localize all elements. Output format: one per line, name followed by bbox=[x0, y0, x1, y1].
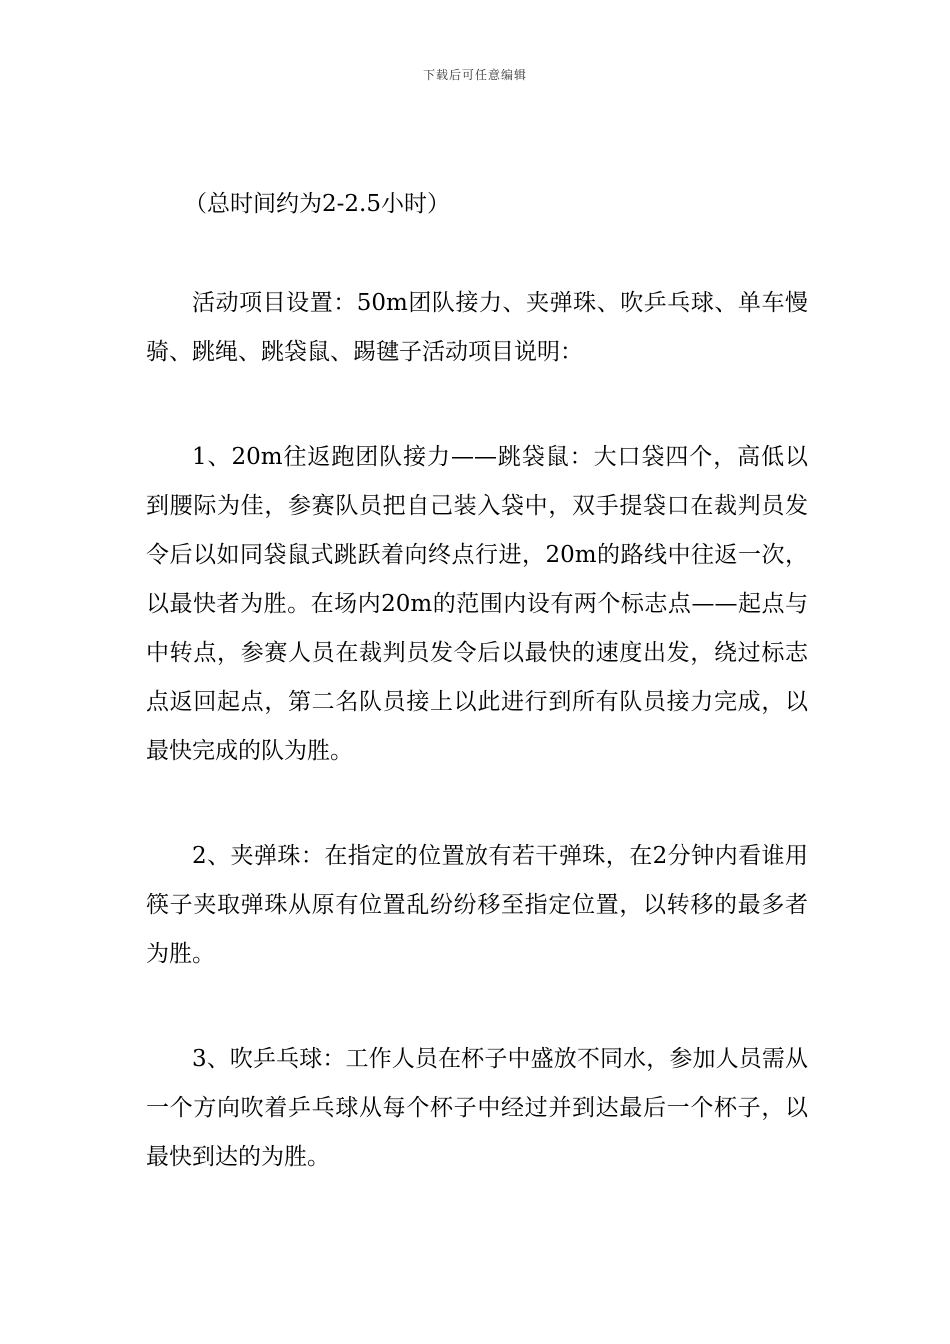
page-header-note: 下载后可任意编辑 bbox=[422, 68, 527, 82]
paragraph-item-2-marbles: 2、夹弹珠：在指定的位置放有若干弹珠，在2分钟内看谁用筷子夹取弹珠从原有位置乱纷纷移至指定位置，以转移的最多者为胜。 bbox=[146, 843, 808, 967]
paragraph-item-1-relay: 1、20m往返跑团队接力——跳袋鼠：大口袋四个，高低以到腰际为佳，参赛队员把自己装入袋中，双手提袋口在裁判员发令后以如同袋鼠式跳跃着向终点行进，20m的路线中往返一次，以最快者为胜。在场内20m的范围内设有两个标志点——起点与中转点，参赛人员在裁判员发令后以最快的速度出发，绕过标志点返回起点，第二名队员接上以此进行到所有队员接力完成，以最快完成的队为胜。 bbox=[146, 444, 808, 764]
paragraph-item-3-pingpong: 3、吹乒乓球：工作人员在杯子中盛放不同水，参加人员需从一个方向吹着乒乓球从每个杯子中经过并到达最后一个杯子，以最快到达的为胜。 bbox=[146, 1046, 808, 1170]
document-body bbox=[146, 180, 808, 1238]
paragraph-total-time: （总时间约为2-2.5小时） bbox=[184, 191, 450, 217]
paragraph-activity-setup: 活动项目设置：50m团队接力、夹弹珠、吹乒乓球、单车慢骑、跳绳、跳袋鼠、踢毽子活动项目说明： bbox=[146, 290, 808, 365]
